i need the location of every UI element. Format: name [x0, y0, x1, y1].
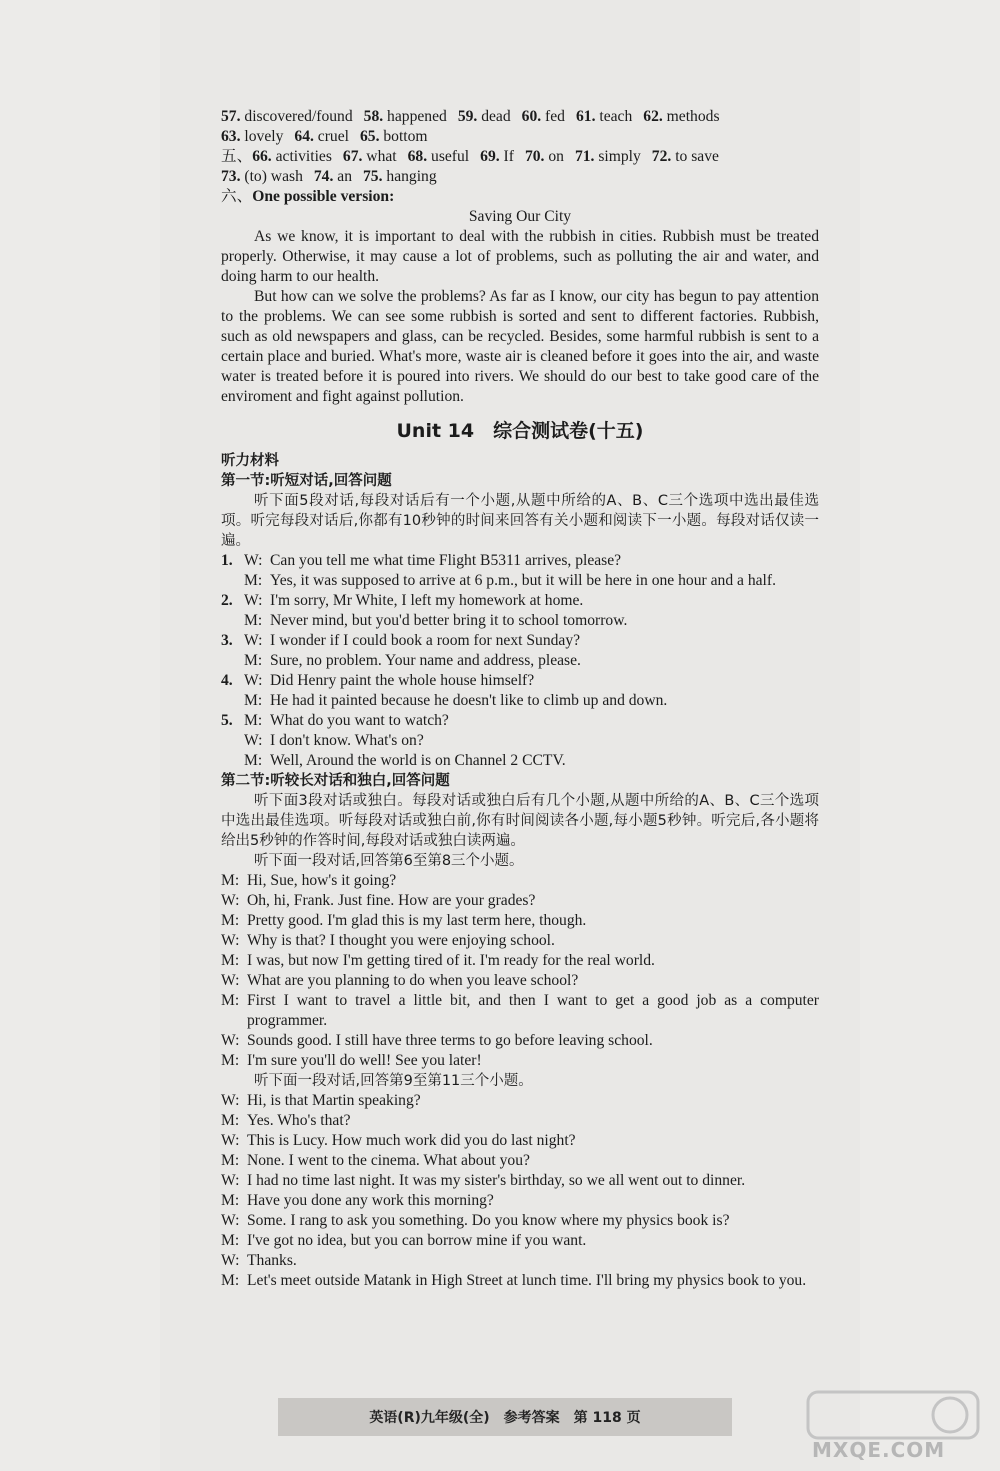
section-2-heading: 第二节:听较长对话和独白,回答问题 — [221, 773, 450, 789]
speaker-label: W: — [244, 632, 263, 649]
speaker-label: M: — [244, 712, 263, 729]
question-number: 3. — [221, 632, 233, 649]
answer-text: lovely — [240, 128, 284, 145]
dialog-text: First I want to travel a little bit, and then I want to get a good job as a computer programmer. — [247, 992, 819, 1029]
answer-text: fed — [541, 108, 565, 125]
dialog-text: Let's meet outside Matank in High Street at lunch time. I'll bring my physics book to you. — [247, 1272, 807, 1289]
dialog-line — [221, 611, 819, 631]
dialog-text: Well, Around the world is on Channel 2 CCTV. — [270, 752, 566, 769]
speaker-label: W: — [221, 1252, 240, 1269]
speaker-label: W: — [221, 1092, 240, 1109]
speaker-label: W: — [221, 1212, 240, 1229]
answer-text: an — [333, 168, 352, 185]
answer-number: 59. — [457, 108, 478, 125]
dialog-line — [221, 651, 819, 671]
answer-text: discovered/found — [240, 108, 353, 125]
speaker-label: W: — [221, 972, 240, 989]
dialog-line — [221, 971, 819, 991]
answer-item — [522, 108, 565, 125]
dialog-6-intro: 听下面一段对话,回答第6至第8三个小题。 — [254, 853, 524, 869]
answer-text: cruel — [313, 128, 349, 145]
answer-number: 74. — [313, 168, 334, 185]
answer-number: 60. — [521, 108, 542, 125]
answer-number: 73. — [221, 168, 241, 185]
answer-item — [643, 108, 719, 125]
answer-item — [294, 128, 349, 145]
dialog-line — [221, 731, 819, 751]
answer-number: 67. — [342, 148, 363, 165]
dialog-line — [221, 751, 819, 771]
speaker-label: M: — [221, 1272, 240, 1289]
dialog-text: I was, but now I'm getting tired of it. I'm ready for the real world. — [247, 952, 655, 969]
dialog-text: I had no time last night. It was my sister's birthday, so we all went out to dinner. — [247, 1172, 746, 1189]
answer-text: simply — [594, 148, 641, 165]
answer-number: 68. — [407, 148, 428, 165]
speaker-label: M: — [244, 572, 263, 589]
dialog-line — [221, 911, 819, 931]
dialog-text: I don't know. What's on? — [270, 732, 424, 749]
answer-item — [360, 128, 428, 145]
dialog-line — [221, 1091, 819, 1111]
page-footer: 英语(R)九年级(全) 参考答案 第 118 页 — [278, 1398, 732, 1436]
answer-text: If — [499, 148, 514, 165]
speaker-label: W: — [221, 932, 240, 949]
dialog-line — [221, 1251, 819, 1271]
dialog-text: Oh, hi, Frank. Just fine. How are your grades? — [247, 892, 536, 909]
dialog-line — [221, 891, 819, 911]
page-content — [221, 107, 819, 1291]
dialog-line — [221, 1131, 819, 1151]
dialog-text: What are you planning to do when you leave school? — [247, 972, 579, 989]
section-five-prefix: 五、 — [221, 148, 253, 165]
answer-item — [221, 168, 303, 185]
answer-text: to save — [671, 148, 719, 165]
dialog-line — [221, 1171, 819, 1191]
speaker-label: M: — [221, 1052, 240, 1069]
dialog-line — [221, 1151, 819, 1171]
speaker-label: M: — [221, 992, 240, 1009]
answer-number: 61. — [575, 108, 596, 125]
question-number: 4. — [221, 672, 233, 689]
dialog-text: Some. I rang to ask you something. Do you know where my physics book is? — [247, 1212, 730, 1229]
answer-number: 58. — [363, 108, 384, 125]
answer-text: what — [362, 148, 397, 165]
dialog-text: Sure, no problem. Your name and address, please. — [270, 652, 581, 669]
dialog-9-intro: 听下面一段对话,回答第9至第11三个小题。 — [254, 1073, 533, 1089]
dialog-line — [221, 931, 819, 951]
answer-number: 71. — [574, 148, 595, 165]
possible-version-label: One possible version: — [252, 188, 395, 205]
speaker-label: M: — [221, 912, 240, 929]
dialog-text: I've got no idea, but you can borrow mine if you want. — [247, 1232, 587, 1249]
answer-line-2 — [221, 127, 819, 147]
speaker-label: M: — [221, 1112, 240, 1129]
speaker-label: M: — [221, 872, 240, 889]
dialog-text: Sounds good. I still have three terms to go before leaving school. — [247, 1032, 653, 1049]
answer-item — [252, 148, 332, 165]
dialog-text: He had it painted because he doesn't like to climb up and down. — [270, 692, 668, 709]
unit-title: Unit 14 综合测试卷(十五) — [396, 420, 644, 442]
answer-number: 66. — [252, 148, 272, 165]
answer-number: 70. — [524, 148, 545, 165]
dialog-line — [221, 1191, 819, 1211]
answer-item — [221, 128, 283, 145]
answer-text: (to) wash — [240, 168, 303, 185]
section-1-heading: 第一节:听短对话,回答问题 — [221, 473, 392, 489]
answer-item — [314, 168, 352, 185]
answer-item — [364, 108, 447, 125]
speaker-label: W: — [244, 732, 263, 749]
speaker-label: M: — [221, 1152, 240, 1169]
dialog-line — [221, 951, 819, 971]
dialog-line — [221, 671, 819, 691]
answer-number: 57. — [221, 108, 241, 125]
section-1-intro: 听下面5段对话,每段对话后有一个小题,从题中所给的A、B、C三个选项中选出最佳选项。听完每段对话后,你都有10秒钟的时间来回答有关小题和阅读下一小题。每段对话仅读一遍。 — [221, 493, 819, 549]
essay-paragraph-1: As we know, it is important to deal with the rubbish in cities. Rubbish must be treated properly. Otherwise, it may cause a lot of problems, such as polluting the air and water, and doing harm to our health. — [221, 228, 819, 285]
answer-text: activities — [271, 148, 332, 165]
answer-item — [575, 148, 641, 165]
dialog-text: I'm sure you'll do well! See you later! — [247, 1052, 482, 1069]
dialog-text: Pretty good. I'm glad this is my last term here, though. — [247, 912, 587, 929]
answer-number: 75. — [363, 168, 383, 185]
answer-text: happened — [383, 108, 447, 125]
dialog-text: Yes, it was supposed to arrive at 6 p.m., but it will be here in one hour and a half. — [270, 572, 776, 589]
dialog-line — [221, 571, 819, 591]
dialog-line — [221, 1111, 819, 1131]
speaker-label: W: — [221, 1032, 240, 1049]
dialog-text: I'm sorry, Mr White, I left my homework at home. — [270, 592, 584, 609]
speaker-label: M: — [244, 652, 263, 669]
answer-number: 69. — [480, 148, 500, 165]
dialog-line — [221, 1031, 819, 1051]
answer-item — [652, 148, 719, 165]
dialog-line — [221, 711, 819, 731]
answer-line-1 — [221, 107, 819, 127]
dialog-text: Never mind, but you'd better bring it to school tomorrow. — [270, 612, 628, 629]
dialog-9 — [221, 1091, 819, 1291]
answer-item — [525, 148, 564, 165]
dialog-text: Hi, is that Martin speaking? — [247, 1092, 421, 1109]
speaker-label: M: — [244, 612, 263, 629]
dialog-text: Have you done any work this morning? — [247, 1192, 494, 1209]
speaker-label: M: — [221, 1192, 240, 1209]
answer-item — [480, 148, 514, 165]
dialog-text: Thanks. — [247, 1252, 297, 1269]
answer-number: 62. — [643, 108, 663, 125]
answer-text: teach — [595, 108, 633, 125]
dialog-line — [221, 991, 819, 1031]
answer-item — [408, 148, 470, 165]
section-six-prefix: 六、 — [221, 188, 253, 205]
speaker-label: W: — [244, 552, 263, 569]
answer-number: 64. — [294, 128, 314, 145]
dialog-line — [221, 1231, 819, 1251]
dialog-line — [221, 591, 819, 611]
speaker-label: W: — [221, 1132, 240, 1149]
speaker-label: W: — [244, 672, 263, 689]
dialog-text: None. I went to the cinema. What about you? — [247, 1152, 530, 1169]
answer-number: 72. — [651, 148, 672, 165]
essay-paragraph-2: But how can we solve the problems? As far as I know, our city has begun to pay attention to the problems. We can see some rubbish is sorted and sent to different factories. Rubbish, such as old newspapers and glass, can be recycled. Besides, some harmful rubbish is sent to a certain place and buried. What's more, waste air is cleaned before it goes into the air, and waste water is treated before it is poured into rivers. We should do our best to take good care of the enviroment and fight against pollution. — [221, 288, 819, 405]
answer-text: methods — [662, 108, 720, 125]
question-number: 1. — [221, 552, 233, 569]
speaker-label: W: — [244, 592, 263, 609]
watermark-text: MXQE.COM — [812, 1438, 946, 1462]
dialog-line — [221, 631, 819, 651]
answer-item — [576, 108, 632, 125]
dialog-text: What do you want to watch? — [270, 712, 449, 729]
question-number: 2. — [221, 592, 233, 609]
answer-text: hanging — [382, 168, 437, 185]
dialog-line — [221, 691, 819, 711]
speaker-label: M: — [244, 692, 263, 709]
dialog-line — [221, 871, 819, 891]
dialog-line — [221, 1051, 819, 1071]
dialog-line — [221, 551, 819, 571]
answer-item — [221, 108, 353, 125]
answer-text: on — [544, 148, 564, 165]
dialog-text: Why is that? I thought you were enjoying school. — [247, 932, 555, 949]
speaker-label: M: — [221, 1232, 240, 1249]
dialog-text: This is Lucy. How much work did you do last night? — [247, 1132, 576, 1149]
essay-title: Saving Our City — [468, 208, 572, 225]
answer-number: 65. — [359, 128, 380, 145]
answer-line-3 — [221, 147, 819, 167]
answer-item — [458, 108, 511, 125]
answer-text: bottom — [379, 128, 428, 145]
dialog-text: I wonder if I could book a room for next Sunday? — [270, 632, 581, 649]
short-dialogs — [221, 551, 819, 771]
listening-heading: 听力材料 — [221, 453, 279, 469]
answer-line-4 — [221, 167, 819, 187]
answer-item — [343, 148, 397, 165]
answer-text: dead — [477, 108, 511, 125]
answer-line-5 — [221, 187, 819, 207]
speaker-label: W: — [221, 1172, 240, 1189]
speaker-label: W: — [221, 892, 240, 909]
speaker-label: M: — [244, 752, 263, 769]
answer-item — [363, 168, 437, 185]
section-2-intro: 听下面3段对话或独白。每段对话或独白后有几个小题,从题中所给的A、B、C三个选项中选出最佳选项。听每段对话或独白前,你有时间阅读各小题,每小题5秒钟。听完后,各小题将给出5秒钟的作答时间,每段对话或独白读两遍。 — [221, 793, 819, 849]
dialog-text: Hi, Sue, how's it going? — [247, 872, 397, 889]
question-number: 5. — [221, 712, 233, 729]
answer-number: 63. — [221, 128, 241, 145]
answer-text: useful — [427, 148, 470, 165]
dialog-text: Can you tell me what time Flight B5311 arrives, please? — [270, 552, 622, 569]
dialog-6 — [221, 871, 819, 1071]
dialog-line — [221, 1211, 819, 1231]
dialog-text: Yes. Who's that? — [247, 1112, 351, 1129]
speaker-label: M: — [221, 952, 240, 969]
dialog-text: Did Henry paint the whole house himself? — [270, 672, 535, 689]
dialog-line — [221, 1271, 819, 1291]
